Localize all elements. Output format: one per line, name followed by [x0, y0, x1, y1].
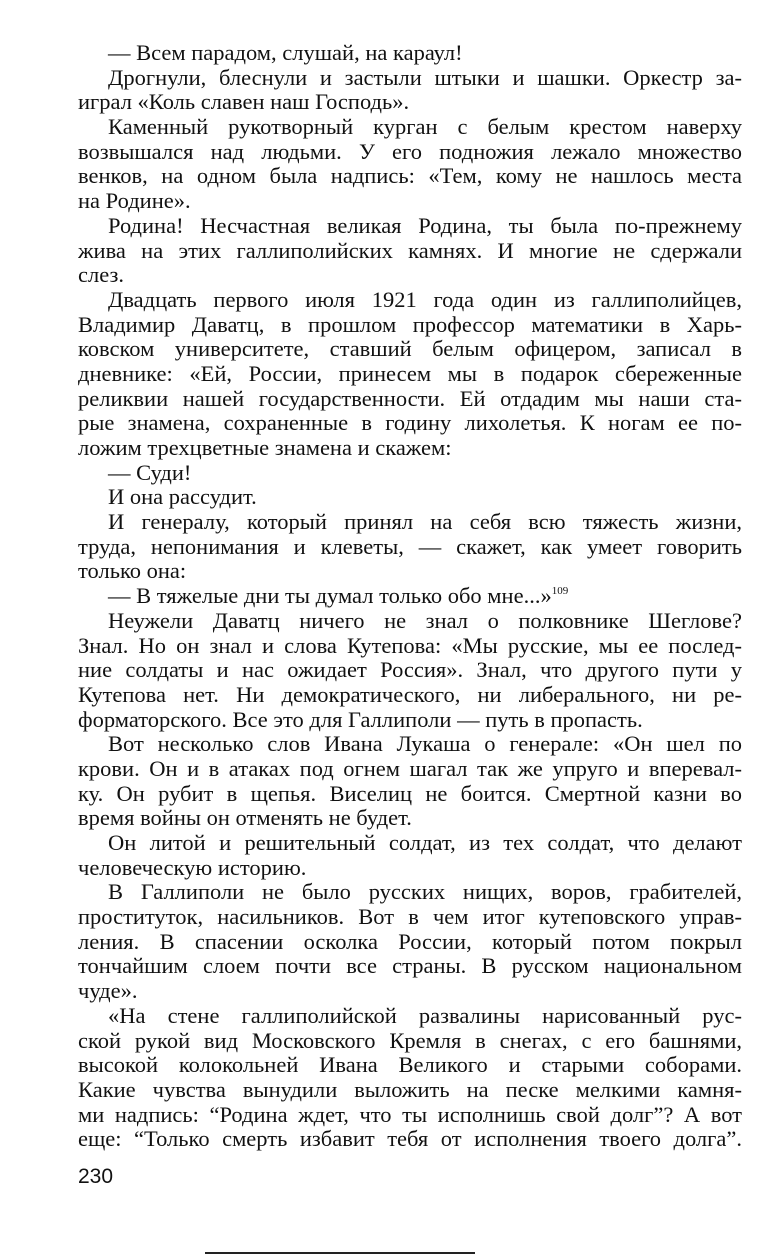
- text-line-content: проституток, насильников. Вот в чем итог кутеповского управ-: [78, 905, 742, 930]
- text-line: [78, 115, 742, 140]
- text-line: [78, 584, 742, 609]
- text-line-content: тончайшим слоем почти все страны. В русском национальном: [78, 954, 742, 979]
- text-line-content: И генералу, который принял на себя всю тяжесть жизни,: [108, 510, 742, 535]
- text-line: [78, 461, 742, 486]
- text-line-content: Двадцать первого июля 1921 года один из галлиполийцев,: [108, 287, 742, 312]
- text-line-content: ми надпись: “Родина ждет, что ты исполнишь свой долг”? А вот: [78, 1102, 742, 1127]
- text-line: [78, 288, 742, 313]
- text-line: [78, 979, 742, 1004]
- text-line-content: еще: “Только смерть избавит тебя от исполнения твоего долга”.: [78, 1127, 742, 1152]
- text-line: [78, 708, 742, 733]
- text-line-content: высокой колокольней Ивана Великого и старыми соборами.: [78, 1053, 742, 1078]
- text-line-content: Владимир Даватц, в прошлом профессор математики в Харь-: [78, 312, 742, 337]
- text-line-content: Дрогнули, блеснули и застыли штыки и шашки. Оркестр за-: [108, 65, 742, 90]
- text-line-content: чуде».: [78, 979, 138, 1004]
- text-line-content: ку. Он рубит в щепья. Виселиц не боится. Смертной казни во: [78, 781, 742, 806]
- text-line: [78, 362, 742, 387]
- text-line-content: форматорского. Все это для Галлиполи — путь в пропасть.: [78, 707, 643, 732]
- text-line: [78, 782, 742, 807]
- text-line: [78, 337, 742, 362]
- text-line-content: на Родине».: [78, 189, 191, 214]
- text-line-content: труда, непонимания и клеветы, — скажет, как умеет говорить: [78, 534, 742, 559]
- text-line-content: «На стене галлиполийской развалины нарисованный рус-: [108, 1003, 742, 1028]
- text-line-content: Родина! Несчастная великая Родина, ты была по-прежнему: [108, 213, 742, 238]
- text-line-content: только она:: [78, 559, 187, 584]
- text-line-content: ской рукой вид Московского Кремля в снегах, с его башнями,: [78, 1028, 742, 1053]
- text-line: [78, 634, 742, 659]
- text-line: [78, 1029, 742, 1054]
- text-line: [78, 189, 742, 214]
- text-line: [78, 658, 742, 683]
- text-line: [78, 239, 742, 264]
- text-line-content: жива на этих галлиполийских камнях. И многие не сдержали: [78, 238, 742, 263]
- text-line-content: реликвии нашей государственности. Ей отдадим мы наши ста-: [78, 386, 742, 411]
- text-line: [78, 510, 742, 535]
- text-line: [78, 1103, 742, 1128]
- text-line: [78, 214, 742, 239]
- text-line: [78, 535, 742, 560]
- text-line: [78, 880, 742, 905]
- text-line-content: — Всем парадом, слушай, на караул!: [108, 41, 463, 65]
- text-line: [78, 1053, 742, 1078]
- text-line-content: Неужели Даватц ничего не знал о полковнике Шеглове?: [108, 608, 742, 633]
- text-line-content: ложим трехцветные знамена и скажем:: [78, 436, 452, 460]
- text-line: [78, 313, 742, 338]
- text-line: [78, 559, 742, 584]
- text-line-content: играл «Коль славен наш Господь».: [78, 90, 410, 115]
- text-line: [78, 930, 742, 955]
- text-line: [78, 954, 742, 979]
- text-line-content: крови. Он и в атаках под огнем шагал так же упруго и вперевал-: [78, 756, 742, 781]
- text-line-content: Кутепова нет. Ни демократического, ни либерального, ни ре-: [78, 682, 742, 707]
- text-line: [78, 140, 742, 165]
- text-line-content: дневнике: «Ей, России, принесем мы в подарок сбереженные: [78, 361, 742, 386]
- text-line: [78, 609, 742, 634]
- text-line: [78, 905, 742, 930]
- text-line-content: человеческую историю.: [78, 855, 307, 880]
- text-line-content: слез.: [78, 263, 124, 288]
- text-line: [78, 757, 742, 782]
- text-line-content: возвышался над людьми. У его подножия лежало множество: [78, 139, 742, 164]
- text-line: [78, 41, 742, 66]
- text-line-content: ковском университете, ставший белым офицером, записал в: [78, 337, 742, 362]
- text-line-content: — Суди!: [108, 460, 192, 485]
- text-line: [78, 411, 742, 436]
- text-line: [78, 831, 742, 856]
- text-line-content: В Галлиполи не было русских нищих, воров, грабителей,: [108, 880, 742, 905]
- text-line: [78, 263, 742, 288]
- text-line-content: Знал. Но он знал и слова Кутепова: «Мы русские, мы ее послед-: [78, 633, 742, 658]
- text-line-content: Вот несколько слов Ивана Лукаша о генерале: «Он шел по: [108, 732, 742, 757]
- text-line-content: — В тяжелые дни ты думал только обо мне...»: [108, 584, 552, 609]
- text-line-content: рые знамена, сохраненные в годину лихолетья. К ногам ее по-: [78, 411, 742, 436]
- text-line: [78, 732, 742, 757]
- text-line: [78, 164, 742, 189]
- page-number: 230: [78, 1165, 114, 1188]
- text-line: [78, 90, 742, 115]
- text-line-content: Какие чувства вынудили выложить на песке мелкими камня-: [78, 1077, 742, 1102]
- text-line: [78, 856, 742, 881]
- text-line: [78, 66, 742, 91]
- text-line-content: венков, на одном была надпись: «Тем, кому не нашлось места: [78, 164, 742, 189]
- text-line: [78, 1078, 742, 1103]
- footnote-marker: 109: [551, 585, 569, 598]
- text-line: [78, 436, 742, 461]
- text-line-content: ления. В спасении осколка России, который потом покрыл: [78, 929, 742, 954]
- text-line-content: ние солдаты и нас ожидает Россия». Знал, что другого пути у: [78, 658, 742, 683]
- text-line: [78, 1127, 742, 1152]
- text-line-content: И она рассудит.: [108, 485, 257, 510]
- text-line-content: Он литой и решительный солдат, из тех солдат, что делают: [108, 831, 742, 855]
- text-line-content: Каменный рукотворный курган с белым крестом наверху: [108, 115, 742, 140]
- book-page-text: [78, 41, 742, 1152]
- text-line: [78, 387, 742, 412]
- text-line: [78, 1004, 742, 1029]
- text-line: [78, 806, 742, 831]
- bottom-rule: [205, 1252, 475, 1254]
- text-line: [78, 683, 742, 708]
- text-line: [78, 485, 742, 510]
- text-line-content: время войны он отменять не будет.: [78, 806, 412, 831]
